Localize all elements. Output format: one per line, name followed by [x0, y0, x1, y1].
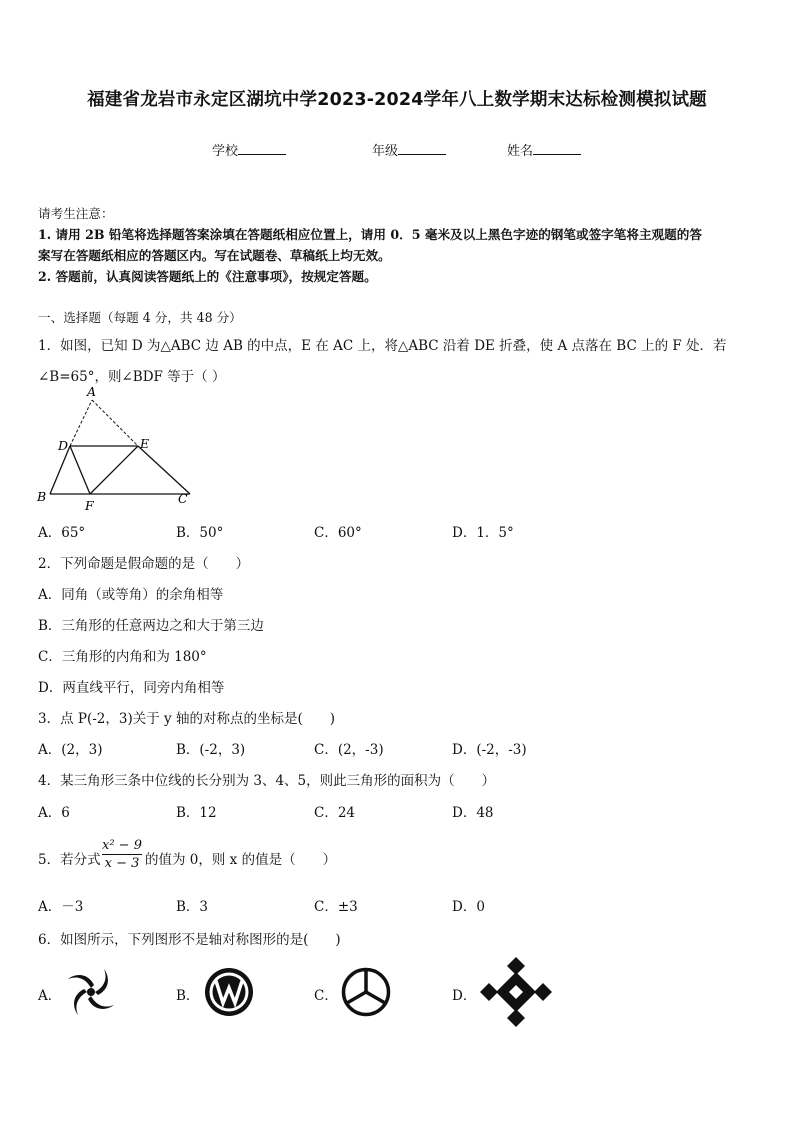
school-field	[212, 140, 286, 159]
q5-numerator: x² − 9	[102, 838, 142, 853]
label-c: C	[178, 491, 188, 506]
section1-heading: 一、选择题（每题 4 分，共 48 分）	[38, 310, 242, 325]
q3-option-b[interactable]: B．(-2，3)	[176, 742, 246, 758]
q3-option-d[interactable]: D．(-2，-3)	[452, 742, 527, 758]
school-label: 学校	[212, 144, 239, 159]
label-d: D	[58, 438, 69, 453]
notice-heading: 请考生注意：	[38, 206, 114, 221]
grade-blank[interactable]	[398, 142, 446, 155]
q1-option-a[interactable]: A．65°	[38, 525, 86, 541]
school-blank[interactable]	[238, 142, 286, 155]
label-f: F	[85, 498, 94, 512]
q4-option-c[interactable]: C．24	[314, 805, 356, 821]
grade-field	[372, 140, 446, 159]
vw-logo-icon	[203, 966, 255, 1018]
diamond-cross-icon	[480, 957, 552, 1027]
q5-denominator: x − 3	[104, 856, 140, 871]
q1-option-d[interactable]: D．1．5°	[452, 525, 514, 541]
q6-option-b[interactable]: B．	[176, 988, 200, 1004]
q3-option-a[interactable]: A．(2，3)	[38, 742, 103, 758]
notice-item1-line2: 案写在答题纸相应的答题区内。写在试题卷、草稿纸上均无效。	[38, 248, 391, 263]
q6-option-c[interactable]: C．	[314, 988, 338, 1004]
q3-stem: 3．点 P(-2，3)关于 y 轴的对称点的坐标是( )	[38, 711, 335, 727]
label-e: E	[140, 436, 150, 451]
q2-stem: 2．下列命题是假命题的是（ ）	[38, 556, 250, 572]
q1-option-b[interactable]: B．50°	[176, 525, 224, 541]
q1-option-c[interactable]: C．60°	[314, 525, 362, 541]
mercedes-logo-icon	[340, 966, 392, 1018]
q5-option-d[interactable]: D．0	[452, 899, 485, 915]
q5-option-a[interactable]: A．－3	[38, 899, 84, 915]
name-label: 姓名	[507, 144, 534, 159]
triangle-figure	[30, 382, 200, 512]
q5-option-b[interactable]: B．3	[176, 899, 209, 915]
q4-option-d[interactable]: D．48	[452, 805, 494, 821]
q6-stem: 6．如图所示，下列图形不是轴对称图形的是( )	[38, 932, 341, 948]
q1-stem-line2: ∠B=65°，则∠BDF 等于（ ）	[38, 369, 226, 385]
q6-option-d[interactable]: D．	[452, 988, 477, 1004]
segment-fe	[90, 446, 138, 494]
q6-option-a[interactable]: A．	[38, 988, 62, 1004]
q5-option-c[interactable]: C．±3	[314, 899, 358, 915]
name-blank[interactable]	[533, 142, 581, 155]
segment-da-dashed	[70, 400, 92, 446]
notice-item1-line1: 1. 请用 2B 铅笔将选择题答案涂填在答题纸相应位置上，请用 0．5 毫米及以上黑色字迹的钢笔或签字笔将主观题的答	[38, 227, 702, 242]
segment-bd	[50, 446, 70, 494]
pinwheel-icon	[64, 965, 118, 1019]
label-b: B	[37, 489, 47, 504]
q2-option-d[interactable]: D．两直线平行，同旁内角相等	[38, 680, 225, 696]
grade-label: 年级	[372, 144, 399, 159]
q3-option-c[interactable]: C．(2，-3)	[314, 742, 384, 758]
q4-option-a[interactable]: A．6	[38, 805, 70, 821]
q1-stem-line1: 1．如图，已知 D 为△ABC 边 AB 的中点，E 在 AC 上，将△ABC 沿着 DE 折叠，使 A 点落在 BC 上的 F 处．若	[38, 338, 727, 354]
segment-ec	[138, 446, 190, 494]
q5-stem-post: 的值为 0，则 x 的值是（ ）	[145, 852, 337, 868]
q4-stem: 4．某三角形三条中位线的长分别为 3、4、5，则此三角形的面积为（ ）	[38, 773, 496, 789]
q5-stem-pre: 5．若分式	[38, 852, 101, 868]
label-a: A	[87, 384, 97, 399]
segment-ae-dashed	[92, 400, 138, 446]
q2-option-c[interactable]: C．三角形的内角和为 180°	[38, 649, 207, 665]
segment-df	[70, 446, 90, 494]
q2-option-a[interactable]: A．同角（或等角）的余角相等	[38, 587, 224, 603]
q2-option-b[interactable]: B．三角形的任意两边之和大于第三边	[38, 618, 264, 634]
q4-option-b[interactable]: B．12	[176, 805, 217, 821]
q5-fraction	[102, 838, 142, 871]
exam-title: 福建省龙岩市永定区湖坑中学2023-2024学年八上数学期末达标检测模拟试题	[87, 90, 707, 110]
name-field	[507, 140, 581, 159]
notice-item2: 2. 答题前，认真阅读答题纸上的《注意事项》，按规定答题。	[38, 269, 377, 284]
